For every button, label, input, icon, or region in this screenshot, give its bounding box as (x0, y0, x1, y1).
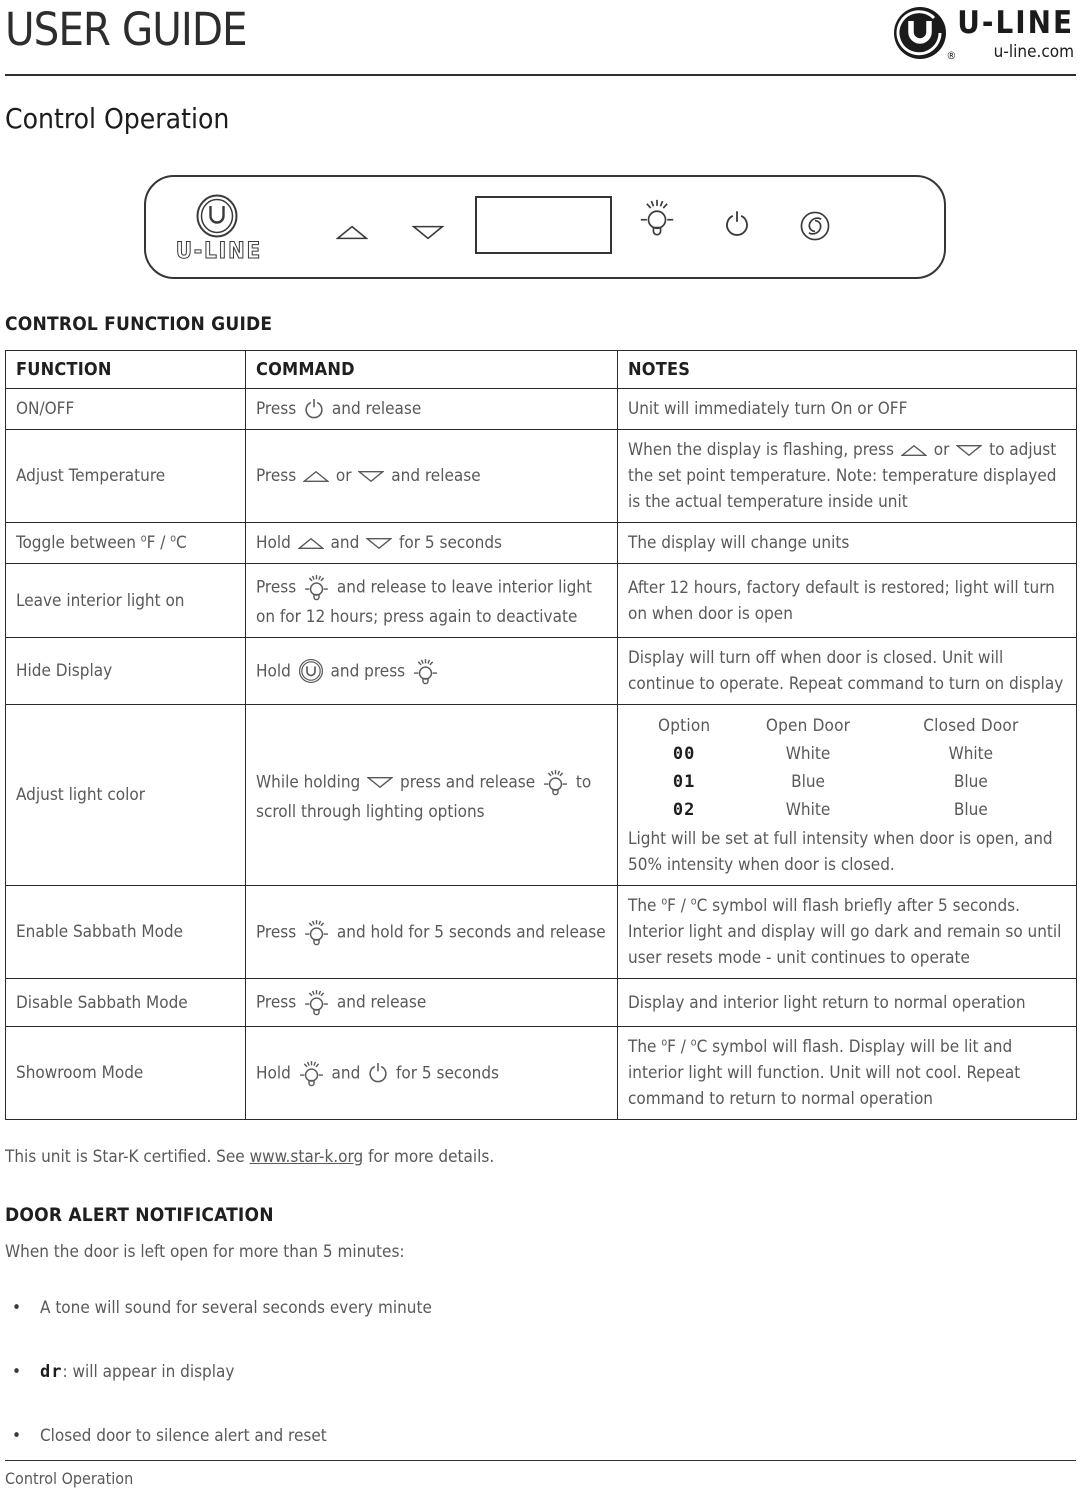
down-arrow-icon (366, 537, 392, 550)
door-alert-intro: When the door is left open for more than 5 minutes: (5, 1242, 405, 1262)
brand-mark (893, 6, 957, 62)
up-arrow-icon (303, 470, 329, 483)
brand-website: u-line.com (993, 42, 1074, 62)
door-alert-heading: DOOR ALERT NOTIFICATION (5, 1204, 274, 1226)
notes-cell: The display will change units (618, 523, 1077, 564)
star-k-note: This unit is Star-K certified. See www.star-k.org for more details. (5, 1147, 495, 1167)
power-icon (303, 397, 325, 421)
light-icon (303, 986, 330, 1019)
table-header-row (6, 351, 1077, 389)
brand-wordmark: U-LINE (957, 5, 1074, 41)
degree-superscript: o (140, 532, 147, 545)
mode-swirl-button (799, 210, 831, 242)
control-panel (144, 175, 946, 279)
display-code: dr (40, 1362, 63, 1382)
header-divider (5, 74, 1076, 76)
light-color-cell: Blue (953, 800, 988, 820)
column-header: COMMAND (246, 351, 618, 389)
up-arrow-icon (901, 444, 927, 457)
light-color-cell: White (785, 800, 831, 820)
notes-cell: The $^o$F / $^o$C symbol will flash. Display will be lit and interior light will function. Unit will not cool. Repeat command to return to normal operation (618, 1027, 1077, 1120)
command-cell: Press and release to leave interior light on for 12 hours; press again to deactivate (246, 564, 618, 638)
function-cell: Showroom Mode (6, 1027, 246, 1120)
function-cell: Enable Sabbath Mode (6, 886, 246, 979)
function-cell: Hide Display (6, 638, 246, 705)
power-button (723, 208, 751, 240)
notes-cell: When the display is flashing, press or to adjust the set point temperature. Note: temperature displayed is the actual temperature inside unit (618, 430, 1077, 523)
light-options-column-header: Open Door (765, 716, 851, 736)
guide-heading: CONTROL FUNCTION GUIDE (5, 313, 273, 335)
light-icon (412, 655, 439, 688)
page-header (5, 0, 1076, 70)
light-options-row (637, 796, 1057, 824)
star-k-link[interactable]: www.star-k.org (249, 1147, 364, 1167)
light-icon (303, 916, 330, 949)
table-row (6, 523, 1077, 564)
option-code-cell (637, 768, 732, 796)
light-color-cell: White (785, 744, 831, 764)
brand-logo (893, 6, 1076, 62)
table-row (6, 705, 1077, 886)
panel-logo-text: U-LINE (175, 239, 263, 264)
display-code: 00 (672, 744, 696, 764)
light-options-row (637, 740, 1057, 768)
up-arrow-icon (298, 537, 324, 550)
command-cell: While holding press and release to scroll through lighting options (246, 705, 618, 886)
function-cell: Leave interior light on (6, 564, 246, 638)
option-code-cell (637, 740, 732, 768)
display-code: 01 (672, 772, 696, 792)
door-alert-list (5, 1296, 1076, 1448)
light-options-column-header: Option (658, 716, 711, 736)
table-row (6, 430, 1077, 523)
option-code-cell (637, 796, 732, 824)
function-cell: Disable Sabbath Mode (6, 979, 246, 1027)
degree-superscript: o (661, 1036, 668, 1049)
light-icon (298, 1057, 325, 1090)
command-cell: Hold and press (246, 638, 618, 705)
panel-logo-icon (196, 194, 238, 238)
table-row (6, 886, 1077, 979)
notes-cell: Unit will immediately turn On or OFF (618, 389, 1077, 430)
u-logo-icon (298, 658, 324, 684)
column-header: NOTES (618, 351, 1077, 389)
degree-superscript: o (690, 895, 697, 908)
light-color-cell: Blue (953, 772, 988, 792)
table-row (6, 979, 1077, 1027)
footer-text: Control Operation (5, 1469, 134, 1488)
notes-cell: Display and interior light return to normal operation (618, 979, 1077, 1027)
notes-cell: After 12 hours, factory default is restored; light will turn on when door is open (618, 564, 1077, 638)
down-arrow-icon (956, 444, 982, 457)
light-options-table (637, 712, 1057, 824)
light-options-row (637, 768, 1057, 796)
function-cell: Adjust Temperature (6, 430, 246, 523)
list-item: • A tone will sound for several seconds every minute (5, 1296, 1076, 1320)
list-item: • dr: will appear in display (5, 1360, 1076, 1384)
column-header: FUNCTION (6, 351, 246, 389)
light-options-column-header: Closed Door (923, 716, 1019, 736)
light-options-header-row (637, 712, 1057, 740)
function-cell: Adjust light color (6, 705, 246, 886)
temperature-display (475, 196, 612, 254)
light-button (638, 194, 676, 241)
down-arrow-button (412, 225, 444, 240)
display-code: 02 (672, 800, 696, 820)
registered-mark: ® (946, 49, 957, 62)
command-cell: Hold and for 5 seconds (246, 1027, 618, 1120)
light-color-cell: White (948, 744, 994, 764)
control-function-table (5, 350, 1077, 1120)
light-icon (542, 766, 569, 799)
table-row (6, 638, 1077, 705)
notes-cell: The $^o$F / $^o$C symbol will flash briefly after 5 seconds. Interior light and display will go dark and remain so until user resets mode - unit continues to operate (618, 886, 1077, 979)
table-row (6, 389, 1077, 430)
command-cell: Press or and release (246, 430, 618, 523)
notes-cell: Option Open Door Closed Door 00 White White 01 Blue Blue 02 White Blue Light will be set at full intensity when door is open, and 50% intensity when door is closed. (618, 705, 1077, 886)
command-cell: Press and release (246, 979, 618, 1027)
degree-superscript: o (170, 532, 177, 545)
command-cell: Press and hold for 5 seconds and release (246, 886, 618, 979)
light-color-cell: Blue (791, 772, 825, 792)
u-line-disc-icon (893, 6, 947, 60)
list-item: • Closed door to silence alert and reset (5, 1424, 1076, 1448)
up-arrow-button (336, 225, 368, 240)
function-cell: Toggle between $^o$F / $^o$C (6, 523, 246, 564)
table-row (6, 564, 1077, 638)
down-arrow-icon (358, 470, 384, 483)
panel-logo-wordmark (164, 237, 274, 265)
command-cell: Hold and for 5 seconds (246, 523, 618, 564)
power-icon (367, 1061, 389, 1085)
light-icon (303, 571, 330, 604)
footer-divider (5, 1460, 1076, 1462)
table-row (6, 1027, 1077, 1120)
function-cell: ON/OFF (6, 389, 246, 430)
degree-superscript: o (690, 1036, 697, 1049)
notes-cell: Display will turn off when door is closed. Unit will continue to operate. Repeat command to turn on display (618, 638, 1077, 705)
down-arrow-icon (367, 776, 393, 789)
section-title: Control Operation (5, 102, 230, 135)
degree-superscript: o (661, 895, 668, 908)
command-cell: Press and release (246, 389, 618, 430)
page-title: USER GUIDE (5, 3, 247, 56)
